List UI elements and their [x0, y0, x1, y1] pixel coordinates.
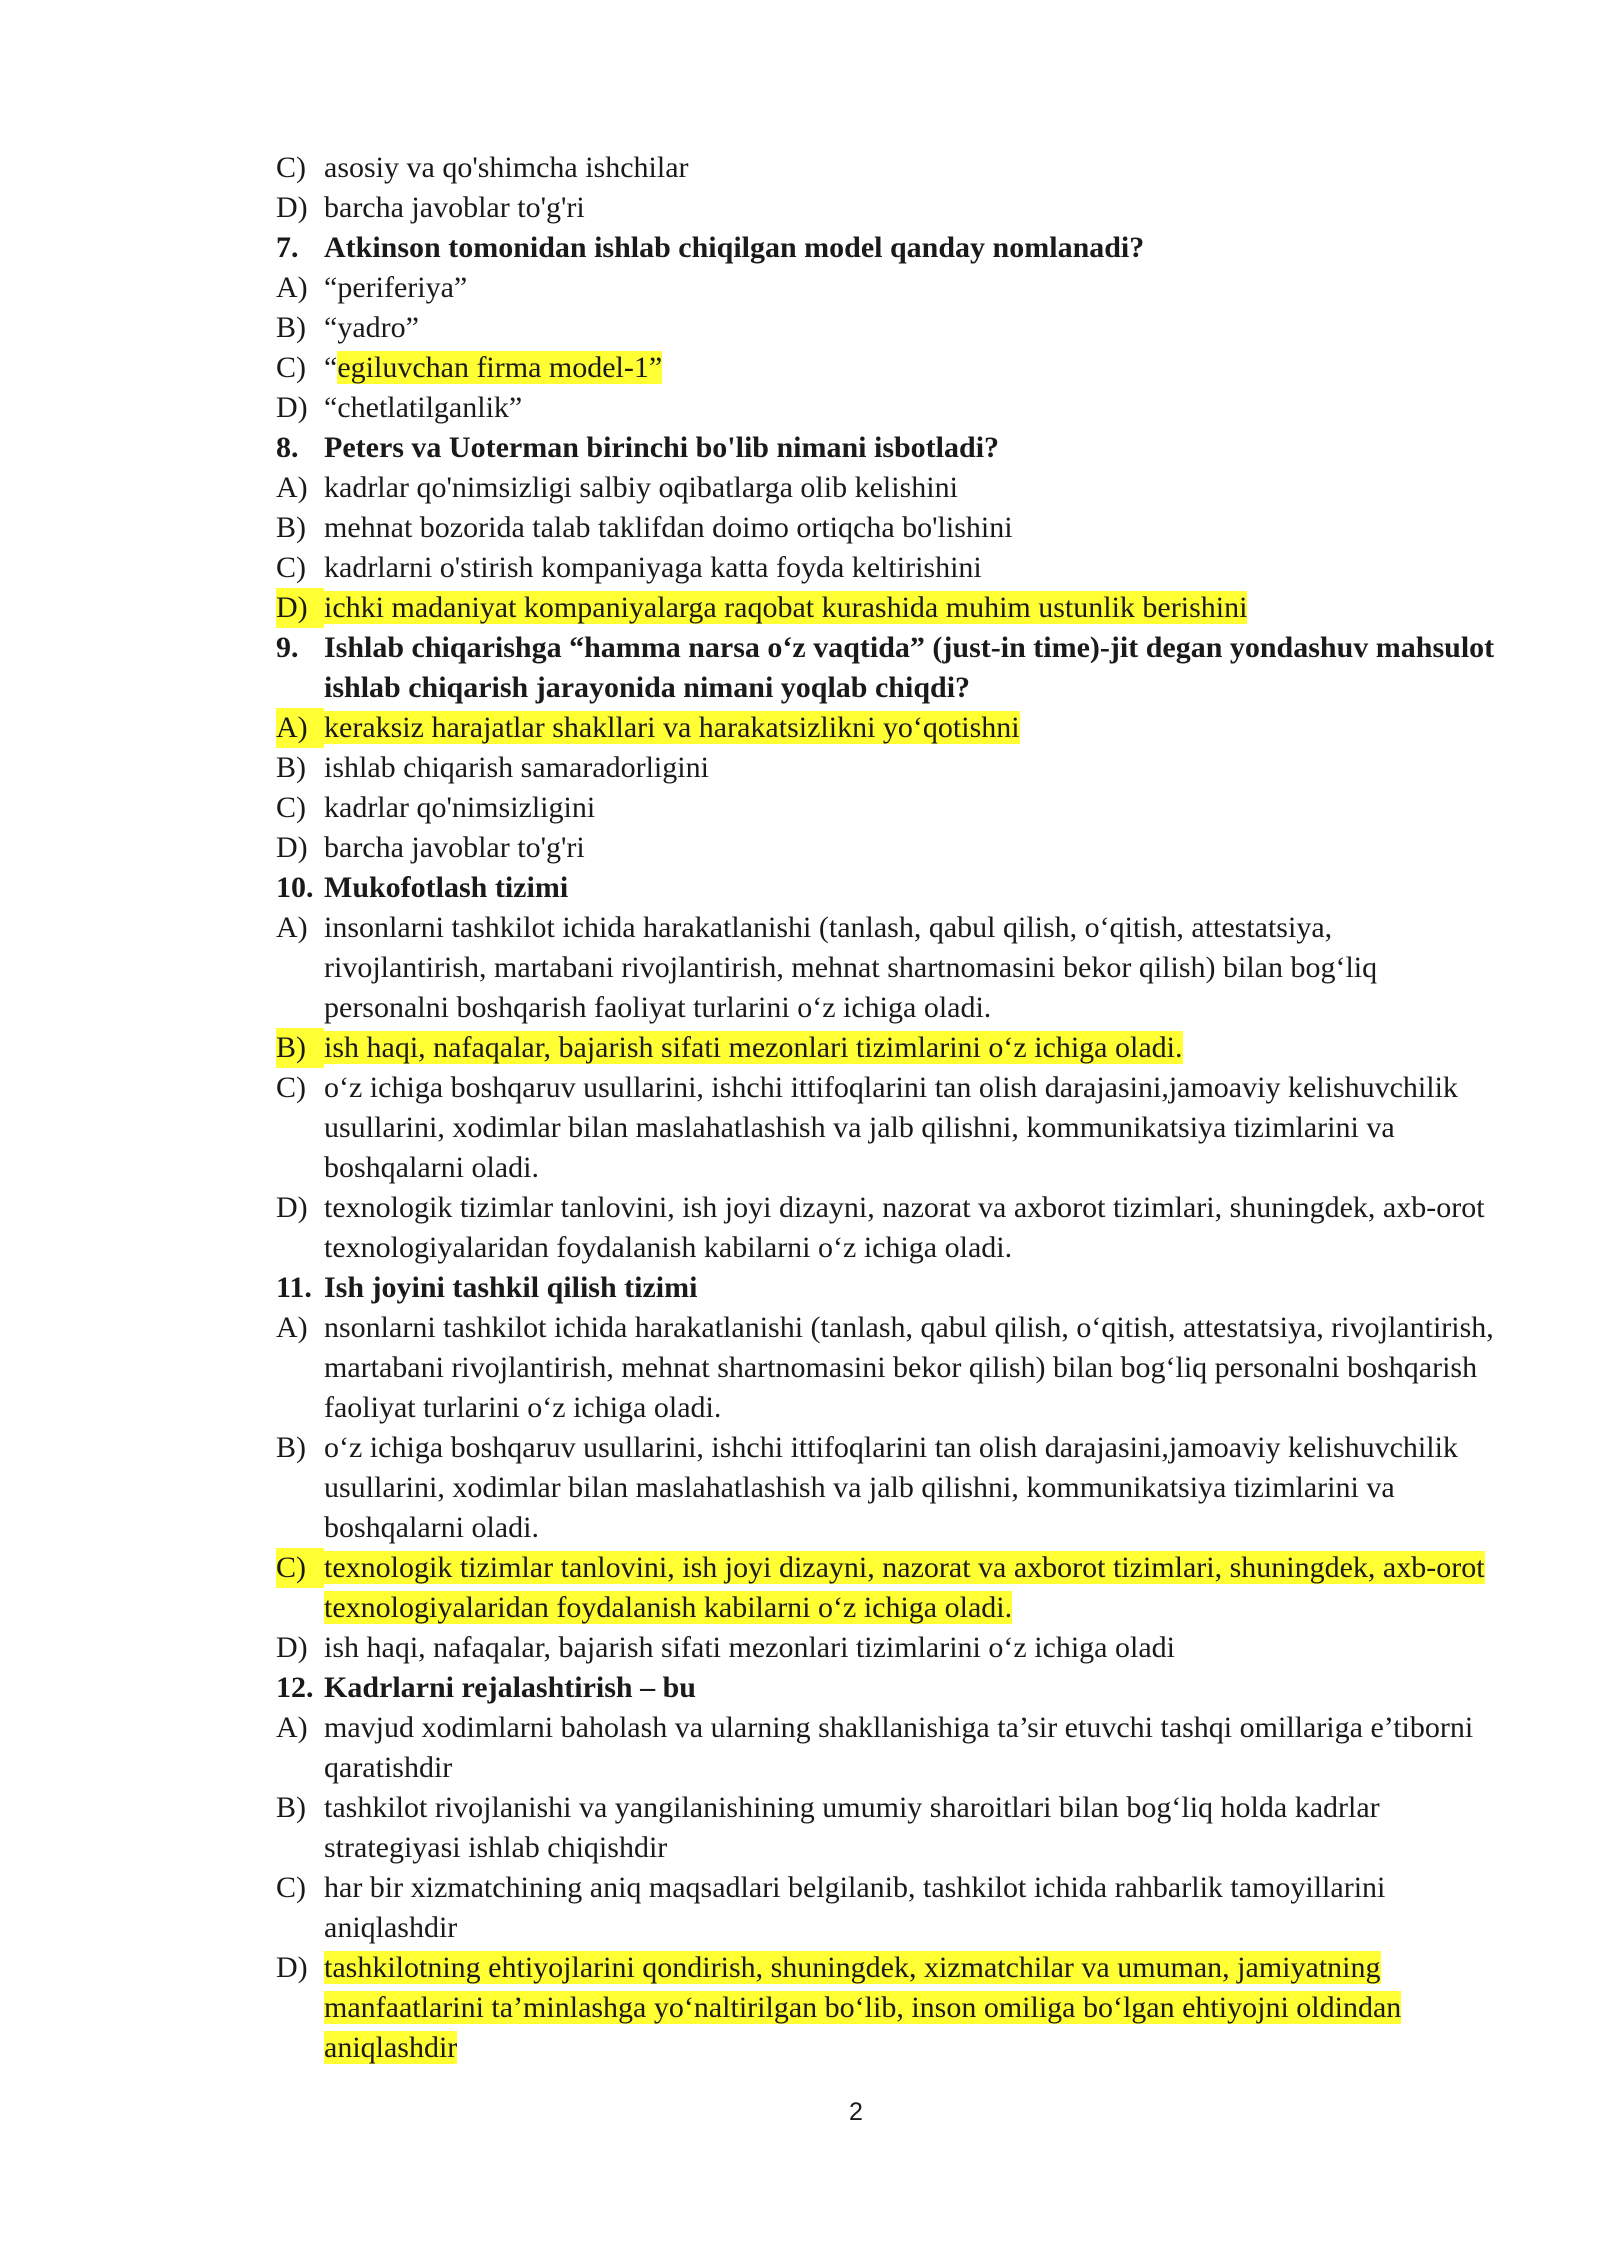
option-text — [324, 188, 1496, 228]
text-run: tashkilotning ehtiyojlarini qondirish, shuningdek, xizmatchilar va umuman, jamiyatning manfaatlarini ta’minlashga yo‘naltirilgan bo‘lib, inson omiliga bo‘lgan ehtiyojni oldindan aniqlashdir — [324, 1951, 1402, 2064]
option-label: C) — [276, 1071, 306, 1104]
text-run: Mukofotlash tizimi — [324, 871, 569, 904]
option-text — [324, 308, 1496, 348]
option-label: C) — [276, 351, 306, 384]
option-text — [324, 548, 1496, 588]
option-line — [276, 268, 1496, 308]
option-text — [324, 908, 1496, 1028]
page-number: 2 — [849, 2098, 863, 2126]
option-label: C) — [276, 1548, 324, 1588]
option-text — [324, 1548, 1496, 1628]
option-line — [276, 1628, 1496, 1668]
text-run: asosiy va qo'shimcha ishchilar — [324, 151, 689, 184]
option-line — [276, 1788, 1496, 1868]
option-label: D) — [276, 191, 308, 224]
question-number: 11. — [276, 1271, 312, 1304]
text-run: texnologik tizimlar tanlovini, ish joyi dizayni, nazorat va axborot tizimlari, shuningdek, axb-orot texnologiyalaridan foydalanish kabilarni o‘z ichiga oladi. — [324, 1191, 1485, 1264]
option-line — [276, 188, 1496, 228]
option-label: A) — [276, 471, 308, 504]
question-line — [276, 228, 1496, 268]
option-line — [276, 348, 1496, 388]
option-text — [324, 508, 1496, 548]
option-text — [324, 268, 1496, 308]
option-line — [276, 1028, 1496, 1068]
option-line — [276, 828, 1496, 868]
option-text — [324, 468, 1496, 508]
option-label: C) — [276, 151, 306, 184]
text-run: barcha javoblar to'g'ri — [324, 831, 585, 864]
option-line — [276, 1188, 1496, 1268]
option-line — [276, 148, 1496, 188]
question-line — [276, 1668, 1496, 1708]
option-text — [324, 1028, 1496, 1068]
option-label: A) — [276, 1711, 308, 1744]
option-label: B) — [276, 1791, 306, 1824]
option-label: A) — [276, 271, 308, 304]
option-line — [276, 308, 1496, 348]
text-run: Peters va Uoterman birinchi bo'lib nimani isbotladi? — [324, 431, 1000, 464]
option-line — [276, 1068, 1496, 1188]
option-label: D) — [276, 391, 308, 424]
question-line — [276, 1268, 1496, 1308]
question-text — [324, 868, 1496, 908]
question-number: 12. — [276, 1671, 314, 1704]
option-line — [276, 1428, 1496, 1548]
option-text — [324, 1068, 1496, 1188]
option-label: A) — [276, 911, 308, 944]
option-line — [276, 508, 1496, 548]
text-run: kadrlar qo'nimsizligini — [324, 791, 596, 824]
text-run: nsonlarni tashkilot ichida harakatlanishi (tanlash, qabul qilish, o‘qitish, attestatsiya, rivojlantirish, martabani rivojlantirish, mehnat shartnomasini bekor qilish) bilan bog‘liq personalni boshqarish faoliyat turlarini o‘z ichiga oladi. — [324, 1311, 1494, 1424]
option-label: C) — [276, 551, 306, 584]
option-text — [324, 1428, 1496, 1548]
text-run: Atkinson tomonidan ishlab chiqilgan model qanday nomlanadi? — [324, 231, 1145, 264]
option-text — [324, 1628, 1496, 1668]
option-line — [276, 588, 1496, 628]
question-number: 8. — [276, 431, 299, 464]
text-run: keraksiz harajatlar shakllari va harakatsizlikni yo‘qotishni — [324, 711, 1020, 744]
option-label: C) — [276, 791, 306, 824]
option-text — [324, 788, 1496, 828]
question-text — [324, 228, 1496, 268]
option-label: B) — [276, 311, 306, 344]
option-line — [276, 548, 1496, 588]
text-run: “periferiya” — [324, 271, 468, 304]
option-label: D) — [276, 1191, 308, 1224]
option-text — [324, 828, 1496, 868]
text-run: insonlarni tashkilot ichida harakatlanishi (tanlash, qabul qilish, o‘qitish, attestatsiya, rivojlantirish, martabani rivojlantirish, mehnat shartnomasini bekor qilish) bilan bog‘liq personalni boshqarish faoliyat turlarini o‘z ichiga oladi. — [324, 911, 1378, 1024]
option-line — [276, 388, 1496, 428]
option-line — [276, 1548, 1496, 1628]
question-line — [276, 628, 1496, 708]
option-line — [276, 748, 1496, 788]
option-text — [324, 1788, 1496, 1868]
question-line — [276, 428, 1496, 468]
option-line — [276, 788, 1496, 828]
option-line — [276, 1948, 1496, 2068]
option-label: C) — [276, 1871, 306, 1904]
option-label: B) — [276, 1028, 324, 1068]
question-number: 10. — [276, 871, 314, 904]
option-label: D) — [276, 1951, 308, 1984]
option-label: B) — [276, 1431, 306, 1464]
text-run: ish haqi, nafaqalar, bajarish sifati mezonlari tizimlarini o‘z ichiga oladi. — [324, 1031, 1183, 1064]
question-text — [324, 628, 1496, 708]
text-run: “yadro” — [324, 311, 419, 344]
option-line — [276, 1868, 1496, 1948]
option-text — [324, 388, 1496, 428]
option-line — [276, 1708, 1496, 1788]
option-text — [324, 588, 1496, 628]
text-run: texnologik tizimlar tanlovini, ish joyi dizayni, nazorat va axborot tizimlari, shuningdek, axb-orot texnologiyalaridan foydalanish kabilarni o‘z ichiga oladi. — [324, 1551, 1485, 1624]
text-run: mehnat bozorida talab taklifdan doimo ortiqcha bo'lishini — [324, 511, 1013, 544]
text-run: Kadrlarni rejalashtirish – bu — [324, 1671, 696, 1704]
text-run: “chetlatilganlik” — [324, 391, 523, 424]
text-run: ish haqi, nafaqalar, bajarish sifati mezonlari tizimlarini o‘z ichiga oladi — [324, 1631, 1175, 1664]
option-label: A) — [276, 708, 324, 748]
option-text — [324, 1868, 1496, 1948]
text-run: ishlab chiqarish samaradorligini — [324, 751, 709, 784]
text-run: o‘z ichiga boshqaruv usullarini, ishchi ittifoqlarini tan olish darajasini,jamoaviy kelishuvchilik usullarini, xodimlar bilan maslahatlashish va jalb qilishni, kommunikatsiya tizimlarini va boshqalarni oladi. — [324, 1071, 1458, 1184]
option-line — [276, 1308, 1496, 1428]
text-run: tashkilot rivojlanishi va yangilanishining umumiy sharoitlari bilan bog‘liq holda kadrlar strategiyasi ishlab chiqishdir — [324, 1791, 1380, 1864]
question-number: 9. — [276, 631, 299, 664]
question-line — [276, 868, 1496, 908]
option-line — [276, 908, 1496, 1028]
option-text — [324, 1308, 1496, 1428]
text-run: Ishlab chiqarishga “hamma narsa o‘z vaqtida” (just-in time)-jit degan yondashuv mahsulot ishlab chiqarish jarayonida nimani yoqlab chiqdi? — [324, 631, 1495, 704]
question-text — [324, 428, 1496, 468]
text-run: “ — [324, 351, 338, 384]
option-text — [324, 148, 1496, 188]
question-text — [324, 1668, 1496, 1708]
option-label: B) — [276, 751, 306, 784]
option-label: D) — [276, 831, 308, 864]
question-list — [276, 148, 1496, 2068]
option-label: A) — [276, 1311, 308, 1344]
option-label: D) — [276, 588, 324, 628]
option-line — [276, 468, 1496, 508]
text-run: mavjud xodimlarni baholash va ularning shakllanishiga ta’sir etuvchi tashqi omillariga e’tiborni qaratishdir — [324, 1711, 1474, 1784]
option-label: D) — [276, 1631, 308, 1664]
text-run: kadrlarni o'stirish kompaniyaga katta foyda keltirishini — [324, 551, 982, 584]
option-text — [324, 1188, 1496, 1268]
option-text — [324, 1948, 1496, 2068]
text-run: o‘z ichiga boshqaruv usullarini, ishchi ittifoqlarini tan olish darajasini,jamoaviy kelishuvchilik usullarini, xodimlar bilan maslahatlashish va jalb qilishni, kommunikatsiya tizimlarini va boshqalarni oladi. — [324, 1431, 1458, 1544]
option-text — [324, 1708, 1496, 1788]
text-run: har bir xizmatchining aniq maqsadlari belgilanib, tashkilot ichida rahbarlik tamoyillarini aniqlashdir — [324, 1871, 1386, 1944]
question-number: 7. — [276, 231, 299, 264]
option-text — [324, 748, 1496, 788]
highlighted-text-run: egiluvchan firma model-1” — [337, 351, 663, 384]
option-text — [324, 348, 1496, 388]
option-line — [276, 708, 1496, 748]
option-label: B) — [276, 511, 306, 544]
text-run: kadrlar qo'nimsizligi salbiy oqibatlarga olib kelishini — [324, 471, 958, 504]
text-run: ichki madaniyat kompaniyalarga raqobat kurashida muhim ustunlik berishini — [324, 591, 1248, 624]
text-run: Ish joyini tashkil qilish tizimi — [324, 1271, 698, 1304]
question-text — [324, 1268, 1496, 1308]
text-run: barcha javoblar to'g'ri — [324, 191, 585, 224]
option-text — [324, 708, 1496, 748]
